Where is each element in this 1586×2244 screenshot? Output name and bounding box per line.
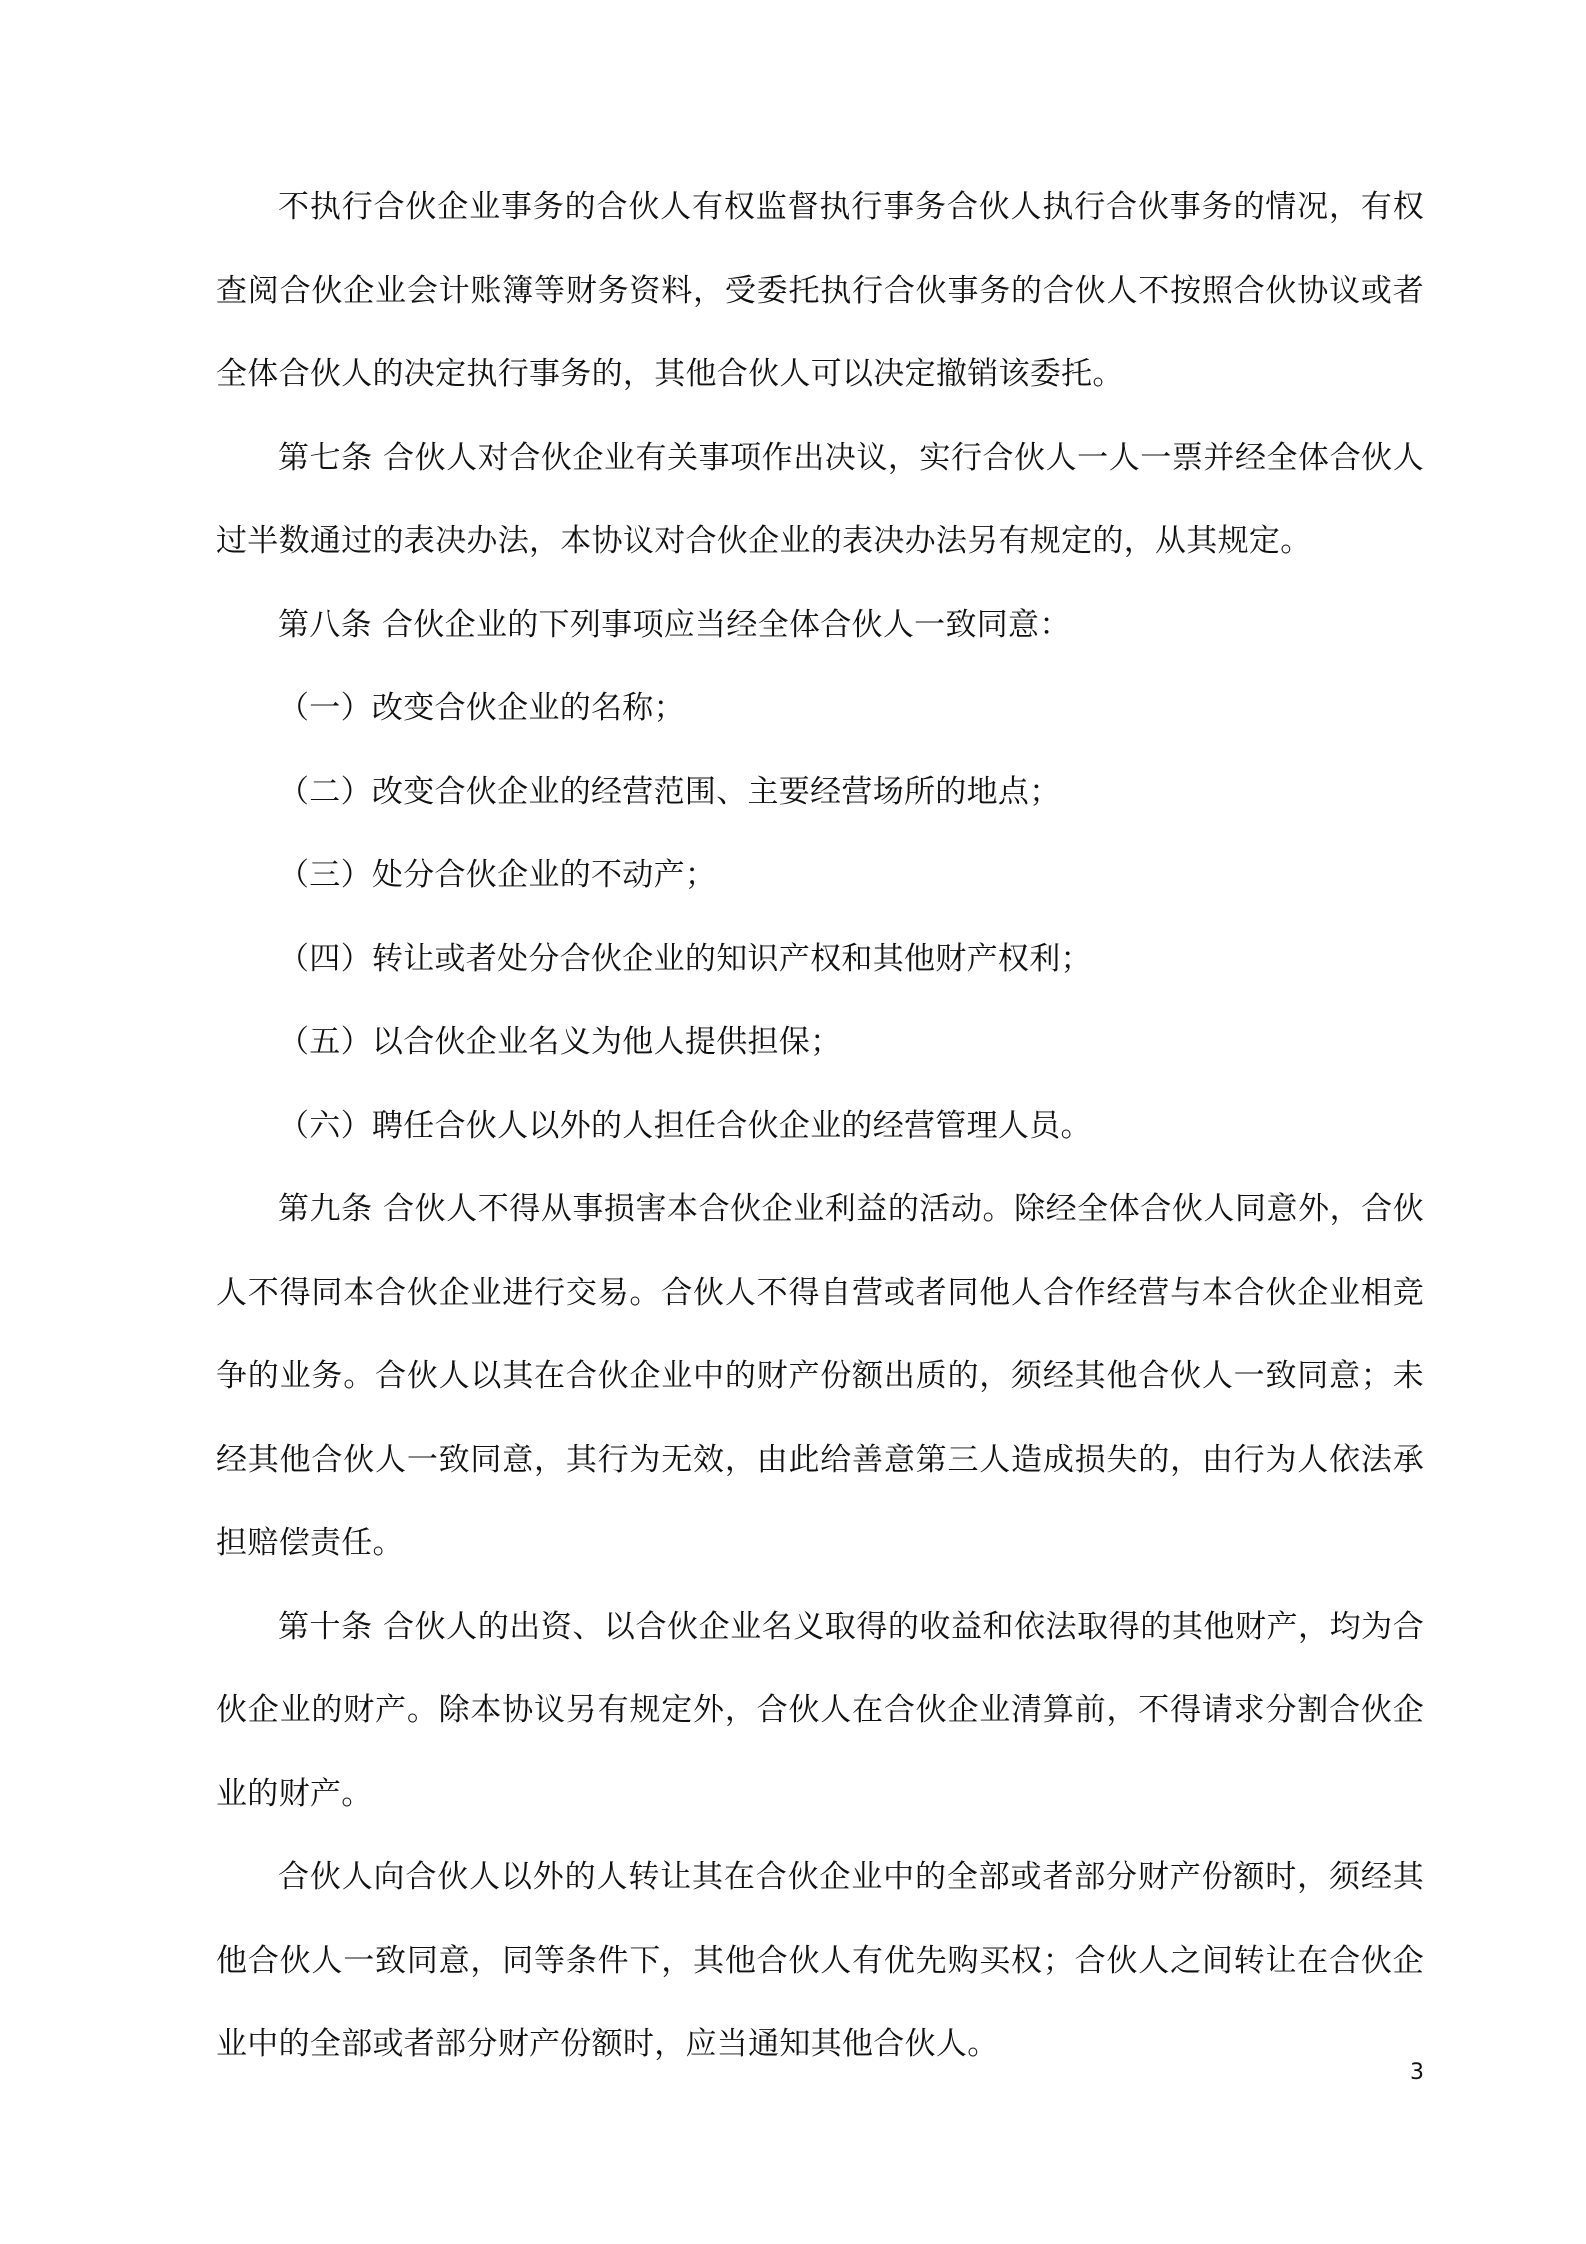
paragraph-article-7: 第七条 合伙人对合伙企业有关事项作出决议，实行合伙人一人一票并经全体合伙人过半数通过的表决办法，本协议对合伙企业的表决办法另有规定的，从其规定。 xyxy=(216,439,1424,559)
list-item-3: （三）处分合伙企业的不动产； xyxy=(278,857,717,893)
paragraph-supervision-right: 不执行合伙企业事务的合伙人有权监督执行事务合伙人执行合伙事务的情况，有权查阅合伙企业会计账簿等财务资料，受委托执行合伙事务的合伙人不按照合伙协议或者全体合伙人的决定执行事务的，其他合伙人可以决定撤销该委托。 xyxy=(216,189,1424,392)
list-item-5: （五）以合伙企业名义为他人提供担保； xyxy=(278,1024,842,1060)
page-number: 3 xyxy=(1410,2060,1424,2085)
paragraph-article-10: 第十条 合伙人的出资、以合伙企业名义取得的收益和依法取得的其他财产，均为合伙企业的财产。除本协议另有规定外，合伙人在合伙企业清算前，不得请求分割合伙企业的财产。 xyxy=(216,1608,1424,1812)
list-item-6: （六）聘任合伙人以外的人担任合伙企业的经营管理人员。 xyxy=(278,1107,1092,1144)
list-item-4: （四）转让或者处分合伙企业的知识产权和其他财产权利； xyxy=(278,940,1092,977)
paragraph-share-transfer: 合伙人向合伙人以外的人转让其在合伙企业中的全部或者部分财产份额时，须经其他合伙人一致同意，同等条件下，其他合伙人有优先购买权；合伙人之间转让在合伙企业中的全部或者部分财产份额时，应当通知其他合伙人。 xyxy=(216,1859,1424,2062)
document-body xyxy=(216,166,1424,2087)
paragraph-article-8: 第八条 合伙企业的下列事项应当经全体合伙人一致同意： xyxy=(278,606,1071,643)
list-item-1: （一）改变合伙企业的名称； xyxy=(278,690,685,726)
list-item-2: （二）改变合伙企业的经营范围、主要经营场所的地点； xyxy=(278,773,1061,810)
paragraph-article-9: 第九条 合伙人不得从事损害本合伙企业利益的活动。除经全体合伙人同意外，合伙人不得同本合伙企业进行交易。合伙人不得自营或者同他人合作经营与本合伙企业相竞争的业务。合伙人以其在合伙企业中的财产份额出质的，须经其他合伙人一致同意；未经其他合伙人一致同意，其行为无效，由此给善意第三人造成损失的，由行为人依法承担赔偿责任。 xyxy=(216,1191,1424,1561)
